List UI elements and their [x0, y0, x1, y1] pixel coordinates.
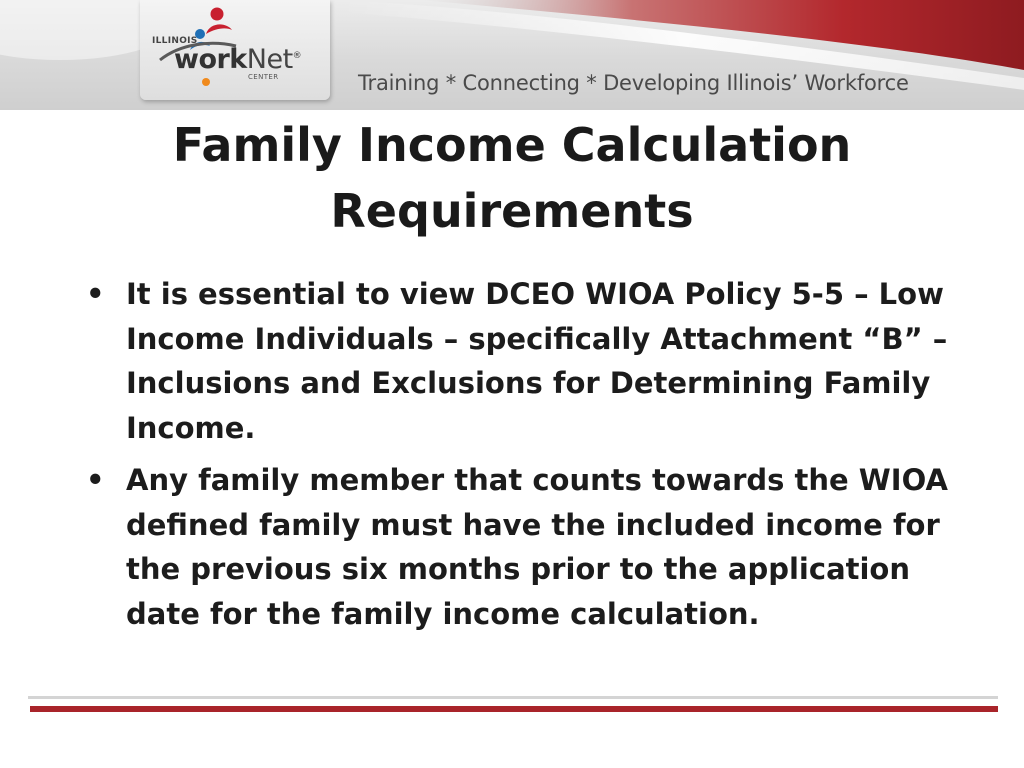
footer-divider-red [30, 706, 998, 712]
bullet-item [84, 458, 974, 636]
slide-title [60, 112, 964, 244]
footer-divider-gray [28, 696, 998, 699]
bullet-text: It is essential to view DCEO WIOA Policy 5-5 – Low Income Individuals – specifically Attachment “B” – Inclusions and Exclusions for Determining Family Income. [126, 277, 948, 445]
logo-wordmark-work: work [174, 44, 247, 75]
logo-state-label: ILLINOIS [152, 36, 198, 46]
logo-wordmark-net: Net [246, 44, 293, 75]
slide-title-line1: Family Income Calculation [172, 118, 852, 172]
illinois-worknet-logo[interactable] [140, 0, 330, 100]
bullet-marker: • [86, 277, 105, 311]
logo-subtitle: CENTER [248, 73, 279, 81]
logo-wordmark [174, 44, 301, 75]
bullet-marker: • [86, 463, 105, 497]
slide-title-line2: Requirements [330, 184, 694, 238]
bullet-text: Any family member that counts towards the WIOA defined family must have the included income for the previous six months prior to the application date for the family income calculation. [126, 463, 948, 631]
header-tagline: Training * Connecting * Developing Illinois’ Workforce [358, 71, 909, 95]
header-banner [0, 0, 1024, 110]
bullet-list [84, 272, 974, 644]
bullet-item [84, 272, 974, 450]
logo-trademark: ® [292, 51, 302, 61]
